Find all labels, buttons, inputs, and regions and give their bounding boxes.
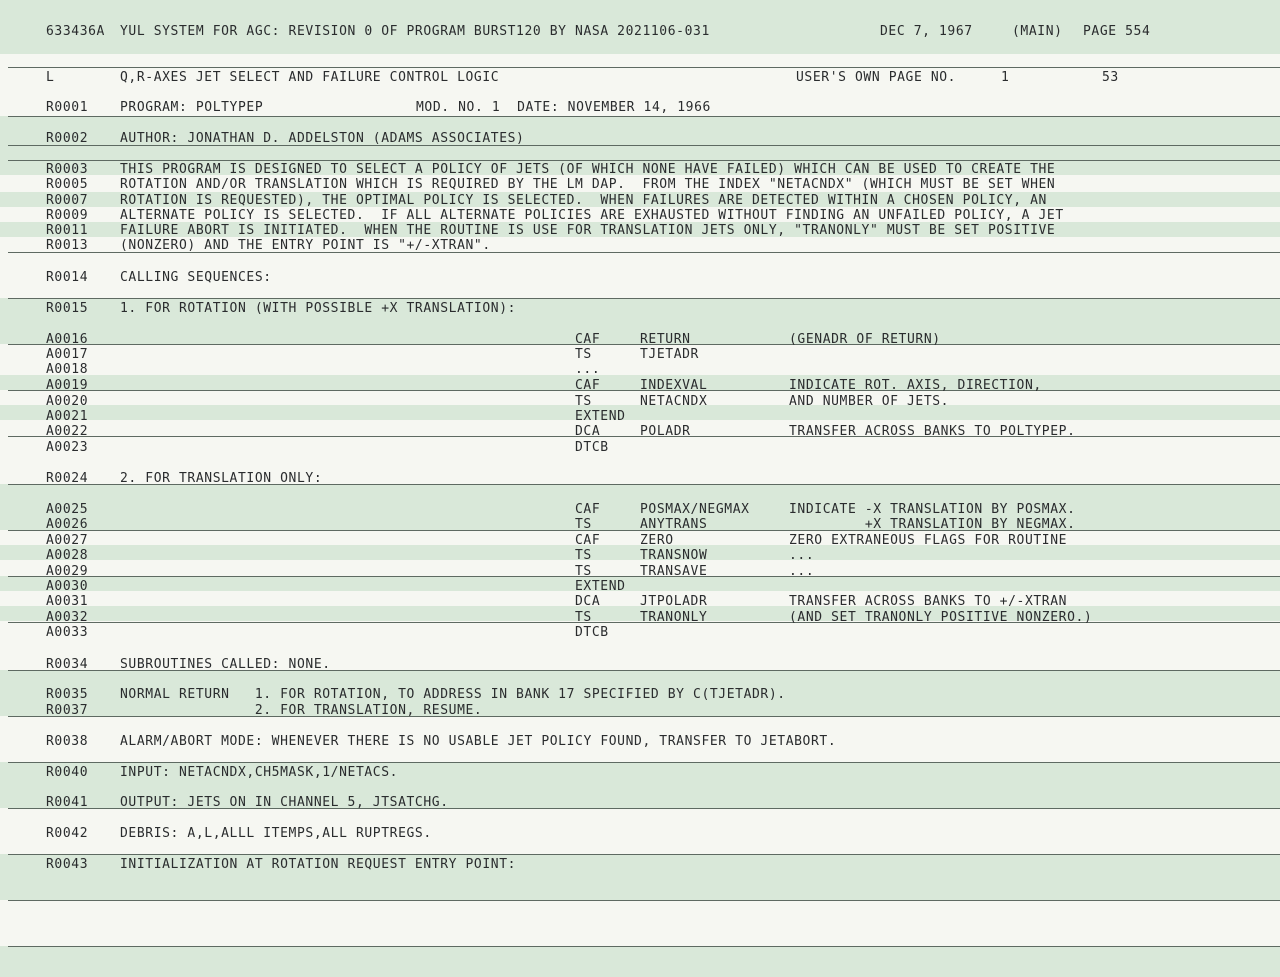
code-operand: INDEXVAL — [640, 378, 708, 393]
code-comment: TRANSFER ACROSS BANKS TO POLTYPEP. — [789, 424, 1076, 439]
remark-number: R0002 — [46, 131, 89, 146]
remark-text: 1. FOR ROTATION (WITH POSSIBLE +X TRANSLATION): — [120, 301, 517, 316]
code-comment: ZERO EXTRANEOUS FLAGS FOR ROUTINE — [789, 533, 1068, 548]
code-opcode: TS — [575, 564, 592, 579]
code-comment: (GENADR OF RETURN) — [789, 332, 941, 347]
remark-text: ALTERNATE POLICY IS SELECTED. IF ALL ALTERNATE POLICIES ARE EXHAUSTED WITHOUT FINDING AN UNFAILED POLICY, A JET — [120, 208, 1064, 223]
code-operand: POLADR — [640, 424, 691, 439]
header-date: DEC 7, 1967 — [880, 24, 973, 39]
code-opcode: TS — [575, 347, 592, 362]
code-line-number: A0023 — [46, 440, 89, 455]
code-comment: INDICATE -X TRANSLATION BY POSMAX. — [789, 502, 1076, 517]
code-operand: TJETADR — [640, 347, 699, 362]
code-opcode: ... — [575, 362, 601, 377]
code-operand: POSMAX/NEGMAX — [640, 502, 750, 517]
code-line-number: A0029 — [46, 564, 89, 579]
code-opcode: DTCB — [575, 440, 609, 455]
code-opcode: CAF — [575, 332, 601, 347]
code-line-number: A0031 — [46, 594, 89, 609]
rule — [8, 854, 1280, 855]
remark-text: ROTATION AND/OR TRANSLATION WHICH IS REQUIRED BY THE LM DAP. FROM THE INDEX "NETACNDX" (WHICH MUST BE SET WHEN — [120, 177, 1056, 192]
code-comment: INDICATE ROT. AXIS, DIRECTION, — [789, 378, 1042, 393]
remark-text: 2. FOR TRANSLATION ONLY: — [120, 471, 323, 486]
code-opcode: CAF — [575, 378, 601, 393]
remark-text: ALARM/ABORT MODE: WHENEVER THERE IS NO USABLE JET POLICY FOUND, TRANSFER TO JETABORT. — [120, 734, 837, 749]
code-line-number: A0025 — [46, 502, 89, 517]
remark-text: PROGRAM: POLTYPEP — [120, 100, 264, 115]
code-line-number: A0018 — [46, 362, 89, 377]
users-page-label: USER'S OWN PAGE NO. — [796, 70, 957, 85]
code-line-number: A0020 — [46, 394, 89, 409]
code-comment: TRANSFER ACROSS BANKS TO +/-XTRAN — [789, 594, 1068, 609]
title-code: 53 — [1102, 70, 1119, 85]
code-operand: TRANSAVE — [640, 564, 708, 579]
code-line-number: A0016 — [46, 332, 89, 347]
remark-number: R0013 — [46, 238, 89, 253]
code-opcode: CAF — [575, 502, 601, 517]
remark-number: R0041 — [46, 795, 89, 810]
code-line-number: A0022 — [46, 424, 89, 439]
remark-number: R0038 — [46, 734, 89, 749]
code-comment: AND NUMBER OF JETS. — [789, 394, 950, 409]
remark-text: NORMAL RETURN 1. FOR ROTATION, TO ADDRESS IN BANK 17 SPECIFIED BY C(TJETADR). — [120, 687, 786, 702]
code-comment: ... — [789, 564, 815, 579]
code-line-number: A0033 — [46, 625, 89, 640]
remark-text: OUTPUT: JETS ON IN CHANNEL 5, JTSATCHG. — [120, 795, 449, 810]
remark-text: ROTATION IS REQUESTED), THE OPTIMAL POLICY IS SELECTED. WHEN FAILURES ARE DETECTED WITHIN A CHOSEN POLICY, AN — [120, 193, 1047, 208]
remark-text: SUBROUTINES CALLED: NONE. — [120, 657, 331, 672]
header-main: (MAIN) — [1012, 24, 1063, 39]
rule — [8, 116, 1280, 117]
rule — [8, 762, 1280, 763]
code-opcode: EXTEND — [575, 579, 626, 594]
remark-number: R0011 — [46, 223, 89, 238]
remark-number: R0042 — [46, 826, 89, 841]
code-comment: +X TRANSLATION BY NEGMAX. — [789, 517, 1076, 532]
users-page-number: 1 — [1001, 70, 1010, 85]
code-operand: ANYTRANS — [640, 517, 708, 532]
remark-text: 2. FOR TRANSLATION, RESUME. — [120, 703, 483, 718]
remark-text: MOD. NO. 1 DATE: NOVEMBER 14, 1966 — [416, 100, 711, 115]
remark-number: R0005 — [46, 177, 89, 192]
header-id: 633436A — [46, 24, 105, 39]
rule — [8, 946, 1280, 947]
code-comment: (AND SET TRANONLY POSITIVE NONZERO.) — [789, 610, 1093, 625]
rule — [8, 160, 1280, 161]
code-opcode: DCA — [575, 594, 601, 609]
code-opcode: CAF — [575, 533, 601, 548]
code-line-number: A0027 — [46, 533, 89, 548]
code-operand: NETACNDX — [640, 394, 708, 409]
remark-number: R0040 — [46, 765, 89, 780]
rule — [8, 298, 1280, 299]
code-operand: ZERO — [640, 533, 674, 548]
remark-number: R0015 — [46, 301, 89, 316]
code-operand: TRANSNOW — [640, 548, 708, 563]
page-title: Q,R-AXES JET SELECT AND FAILURE CONTROL LOGIC — [120, 70, 500, 85]
code-line-number: A0019 — [46, 378, 89, 393]
code-line-number: A0017 — [46, 347, 89, 362]
code-line-number: A0032 — [46, 610, 89, 625]
code-opcode: DCA — [575, 424, 601, 439]
code-opcode: DTCB — [575, 625, 609, 640]
title-tag: L — [46, 70, 55, 85]
remark-text: (NONZERO) AND THE ENTRY POINT IS "+/-XTRAN". — [120, 238, 491, 253]
remark-number: R0024 — [46, 471, 89, 486]
remark-text: THIS PROGRAM IS DESIGNED TO SELECT A POLICY OF JETS (OF WHICH NONE HAVE FAILED) WHICH CAN BE USED TO CREATE THE — [120, 162, 1056, 177]
remark-text: INITIALIZATION AT ROTATION REQUEST ENTRY POINT: — [120, 857, 517, 872]
remark-text: FAILURE ABORT IS INITIATED. WHEN THE ROUTINE IS USE FOR TRANSLATION JETS ONLY, "TRANONLY" MUST BE SET POSITIVE — [120, 223, 1056, 238]
remark-text: INPUT: NETACNDX,CH5MASK,1/NETACS. — [120, 765, 399, 780]
code-line-number: A0028 — [46, 548, 89, 563]
remark-number: R0043 — [46, 857, 89, 872]
paper-band — [0, 946, 1280, 977]
code-line-number: A0026 — [46, 517, 89, 532]
remark-number: R0014 — [46, 270, 89, 285]
code-operand: TRANONLY — [640, 610, 708, 625]
header-page: PAGE 554 — [1083, 24, 1151, 39]
rule — [8, 67, 1280, 68]
code-operand: RETURN — [640, 332, 691, 347]
rule — [8, 900, 1280, 901]
remark-number: R0009 — [46, 208, 89, 223]
remark-number: R0001 — [46, 100, 89, 115]
code-opcode: EXTEND — [575, 409, 626, 424]
remark-number: R0035 — [46, 687, 89, 702]
header-text: YUL SYSTEM FOR AGC: REVISION 0 OF PROGRAM BURST120 BY NASA 2021106-031 — [120, 24, 710, 39]
code-operand: JTPOLADR — [640, 594, 708, 609]
code-opcode: TS — [575, 517, 592, 532]
code-opcode: TS — [575, 548, 592, 563]
remark-number: R0003 — [46, 162, 89, 177]
remark-text: DEBRIS: A,L,ALLL ITEMPS,ALL RUPTREGS. — [120, 826, 432, 841]
remark-number: R0037 — [46, 703, 89, 718]
remark-number: R0034 — [46, 657, 89, 672]
remark-text: CALLING SEQUENCES: — [120, 270, 272, 285]
remark-text: AUTHOR: JONATHAN D. ADDELSTON (ADAMS ASSOCIATES) — [120, 131, 525, 146]
code-opcode: TS — [575, 394, 592, 409]
remark-number: R0007 — [46, 193, 89, 208]
code-comment: ... — [789, 548, 815, 563]
code-opcode: TS — [575, 610, 592, 625]
code-line-number: A0030 — [46, 579, 89, 594]
code-line-number: A0021 — [46, 409, 89, 424]
